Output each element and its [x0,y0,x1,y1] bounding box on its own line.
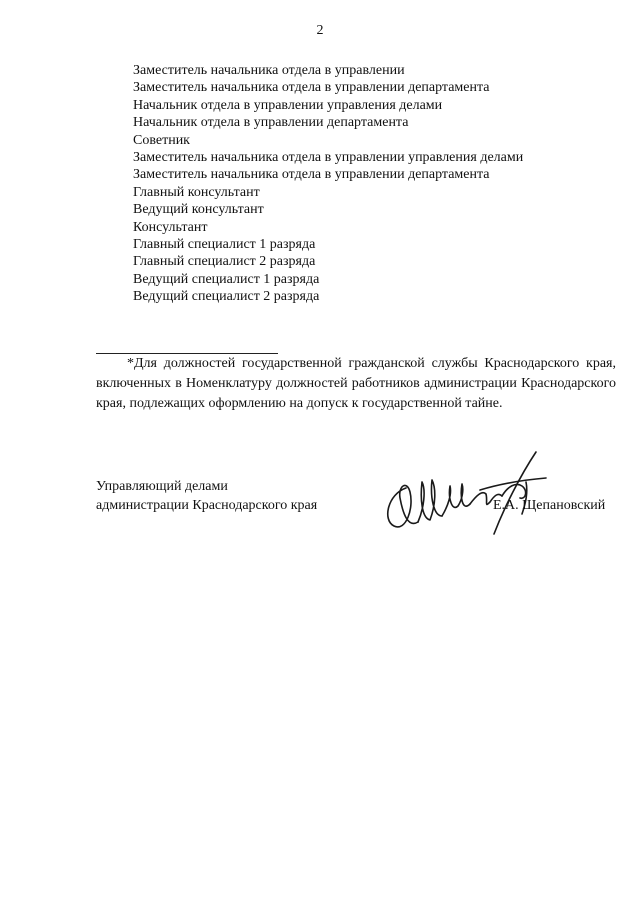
position-item: Заместитель начальника отдела в управлении департамента [133,167,490,183]
position-item: Ведущий консультант [133,202,264,218]
signatory-title [96,477,317,515]
position-item: Начальник отдела в управлении департамента [133,115,409,131]
footnote-text: *Для должностей государственной гражданской службы Краснодарского края, включенных в Номенклатуру должностей работников администрации Краснодарского края, подлежащих оформлению на допуск к государственной тайне. [96,356,616,411]
signatory-title-line-1: Управляющий делами [96,479,228,494]
position-item: Консультант [133,219,208,235]
position-item: Главный специалист 2 разряда [133,254,316,270]
position-item: Заместитель начальника отдела в управлении управления делами [133,150,524,166]
page-number: 2 [316,23,324,38]
positions-list [133,62,523,306]
signatory-title-line-2: администрации Краснодарского края [96,498,318,513]
position-item: Заместитель начальника отдела в управлении [133,63,405,78]
handwritten-signature [376,442,556,542]
signatory-name: Е.А. Щепановский [493,498,606,513]
position-item: Начальник отдела в управлении управления делами [133,97,443,113]
position-item: Заместитель начальника отдела в управлении департамента [133,80,490,96]
position-item: Главный специалист 1 разряда [133,237,316,253]
position-item: Советник [133,132,190,148]
position-item: Главный консультант [133,184,260,200]
position-item: Ведущий специалист 1 разряда [133,271,320,287]
position-item: Ведущий специалист 2 разряда [133,289,320,305]
